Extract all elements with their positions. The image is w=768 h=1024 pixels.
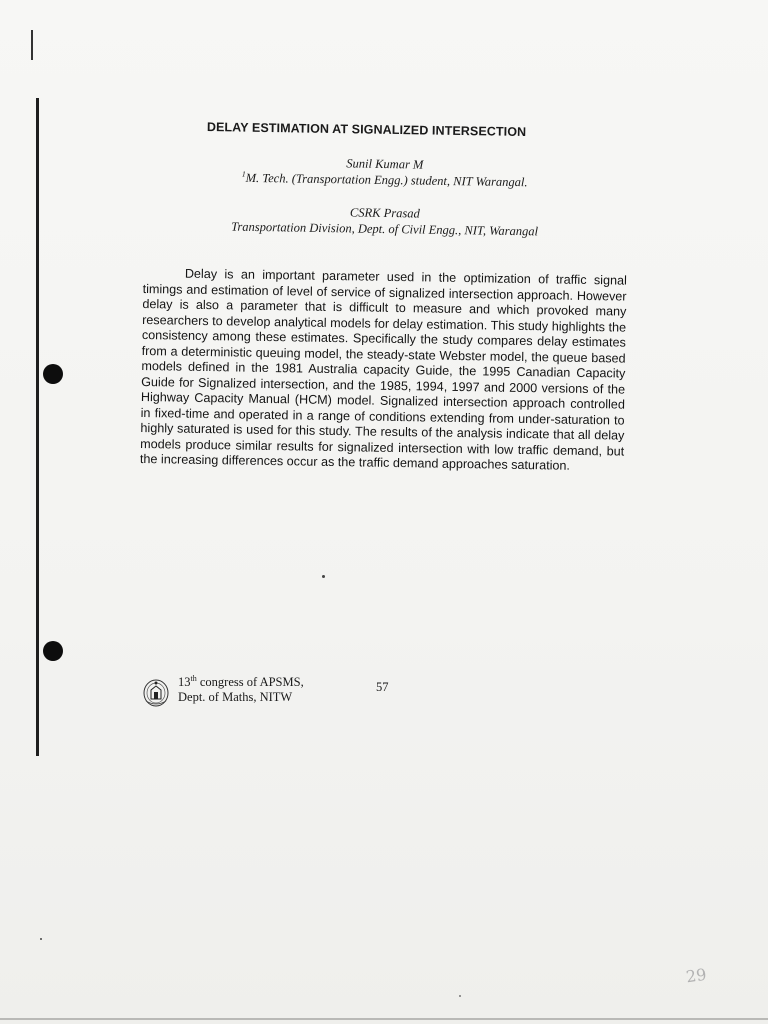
binder-margin-line	[36, 98, 39, 756]
author-block-secondary	[150, 201, 620, 240]
page-number: 57	[376, 680, 389, 694]
affiliation-marker: 1	[241, 169, 246, 179]
page-bottom-edge	[0, 1018, 768, 1020]
institute-emblem-icon	[142, 677, 170, 707]
ink-speck	[322, 575, 325, 578]
author-affiliation: Transportation Division, Dept. of Civil Engg., NIT, Warangal	[231, 219, 539, 239]
abstract-paragraph: Delay is an important parameter used in the optimization of traffic signal timings and estimation of level of service of signalized intersection approach. However delay is also a parameter that is difficult to measure and which provoked many researchers to develop analytical models for delay estimation. This study highlights the consistency among these estimates. Specifically the study compares delay estimates from a deterministic queuing model, the steady-state Webster model, the queue based models defined in the 1981 Australia capacity Guide, the 1995 Canadian Capacity Guide for Signalized intersection, and the 1985, 1994, 1997 and 2000 versions of the Highway Capacity Manual (HCM) model. Signalized intersection approach controlled in fixed-time and operated in a range of conditions extending from under-saturation to highly saturated is used for this study. The results of the analysis indicate that all delay models produce similar results for signalized intersection with low traffic demand, but the increasing differences occur as the traffic demand approaches saturation.	[139, 266, 627, 473]
department-line: Dept. of Maths, NITW	[178, 690, 293, 704]
author-block-primary	[150, 152, 620, 191]
punch-hole-bottom	[43, 641, 63, 661]
affiliation-text: M. Tech. (Transportation Engg.) student, NIT Warangal.	[245, 170, 528, 190]
paper-title: DELAY ESTIMATION AT SIGNALIZED INTERSECTION	[206, 120, 527, 140]
ink-speck	[459, 995, 461, 997]
congress-name: congress of APSMS,	[196, 675, 304, 689]
footer-text	[178, 675, 304, 705]
congress-line	[178, 675, 304, 690]
punch-hole-top	[43, 364, 63, 384]
margin-tick-mark	[31, 30, 33, 60]
author-name: Sunil Kumar M	[346, 156, 424, 172]
pencil-annotation: 29	[684, 964, 708, 987]
congress-ordinal: th	[190, 673, 197, 683]
ink-speck	[40, 938, 42, 940]
congress-number: 13	[178, 675, 191, 689]
author-name: CSRK Prasad	[349, 205, 420, 221]
